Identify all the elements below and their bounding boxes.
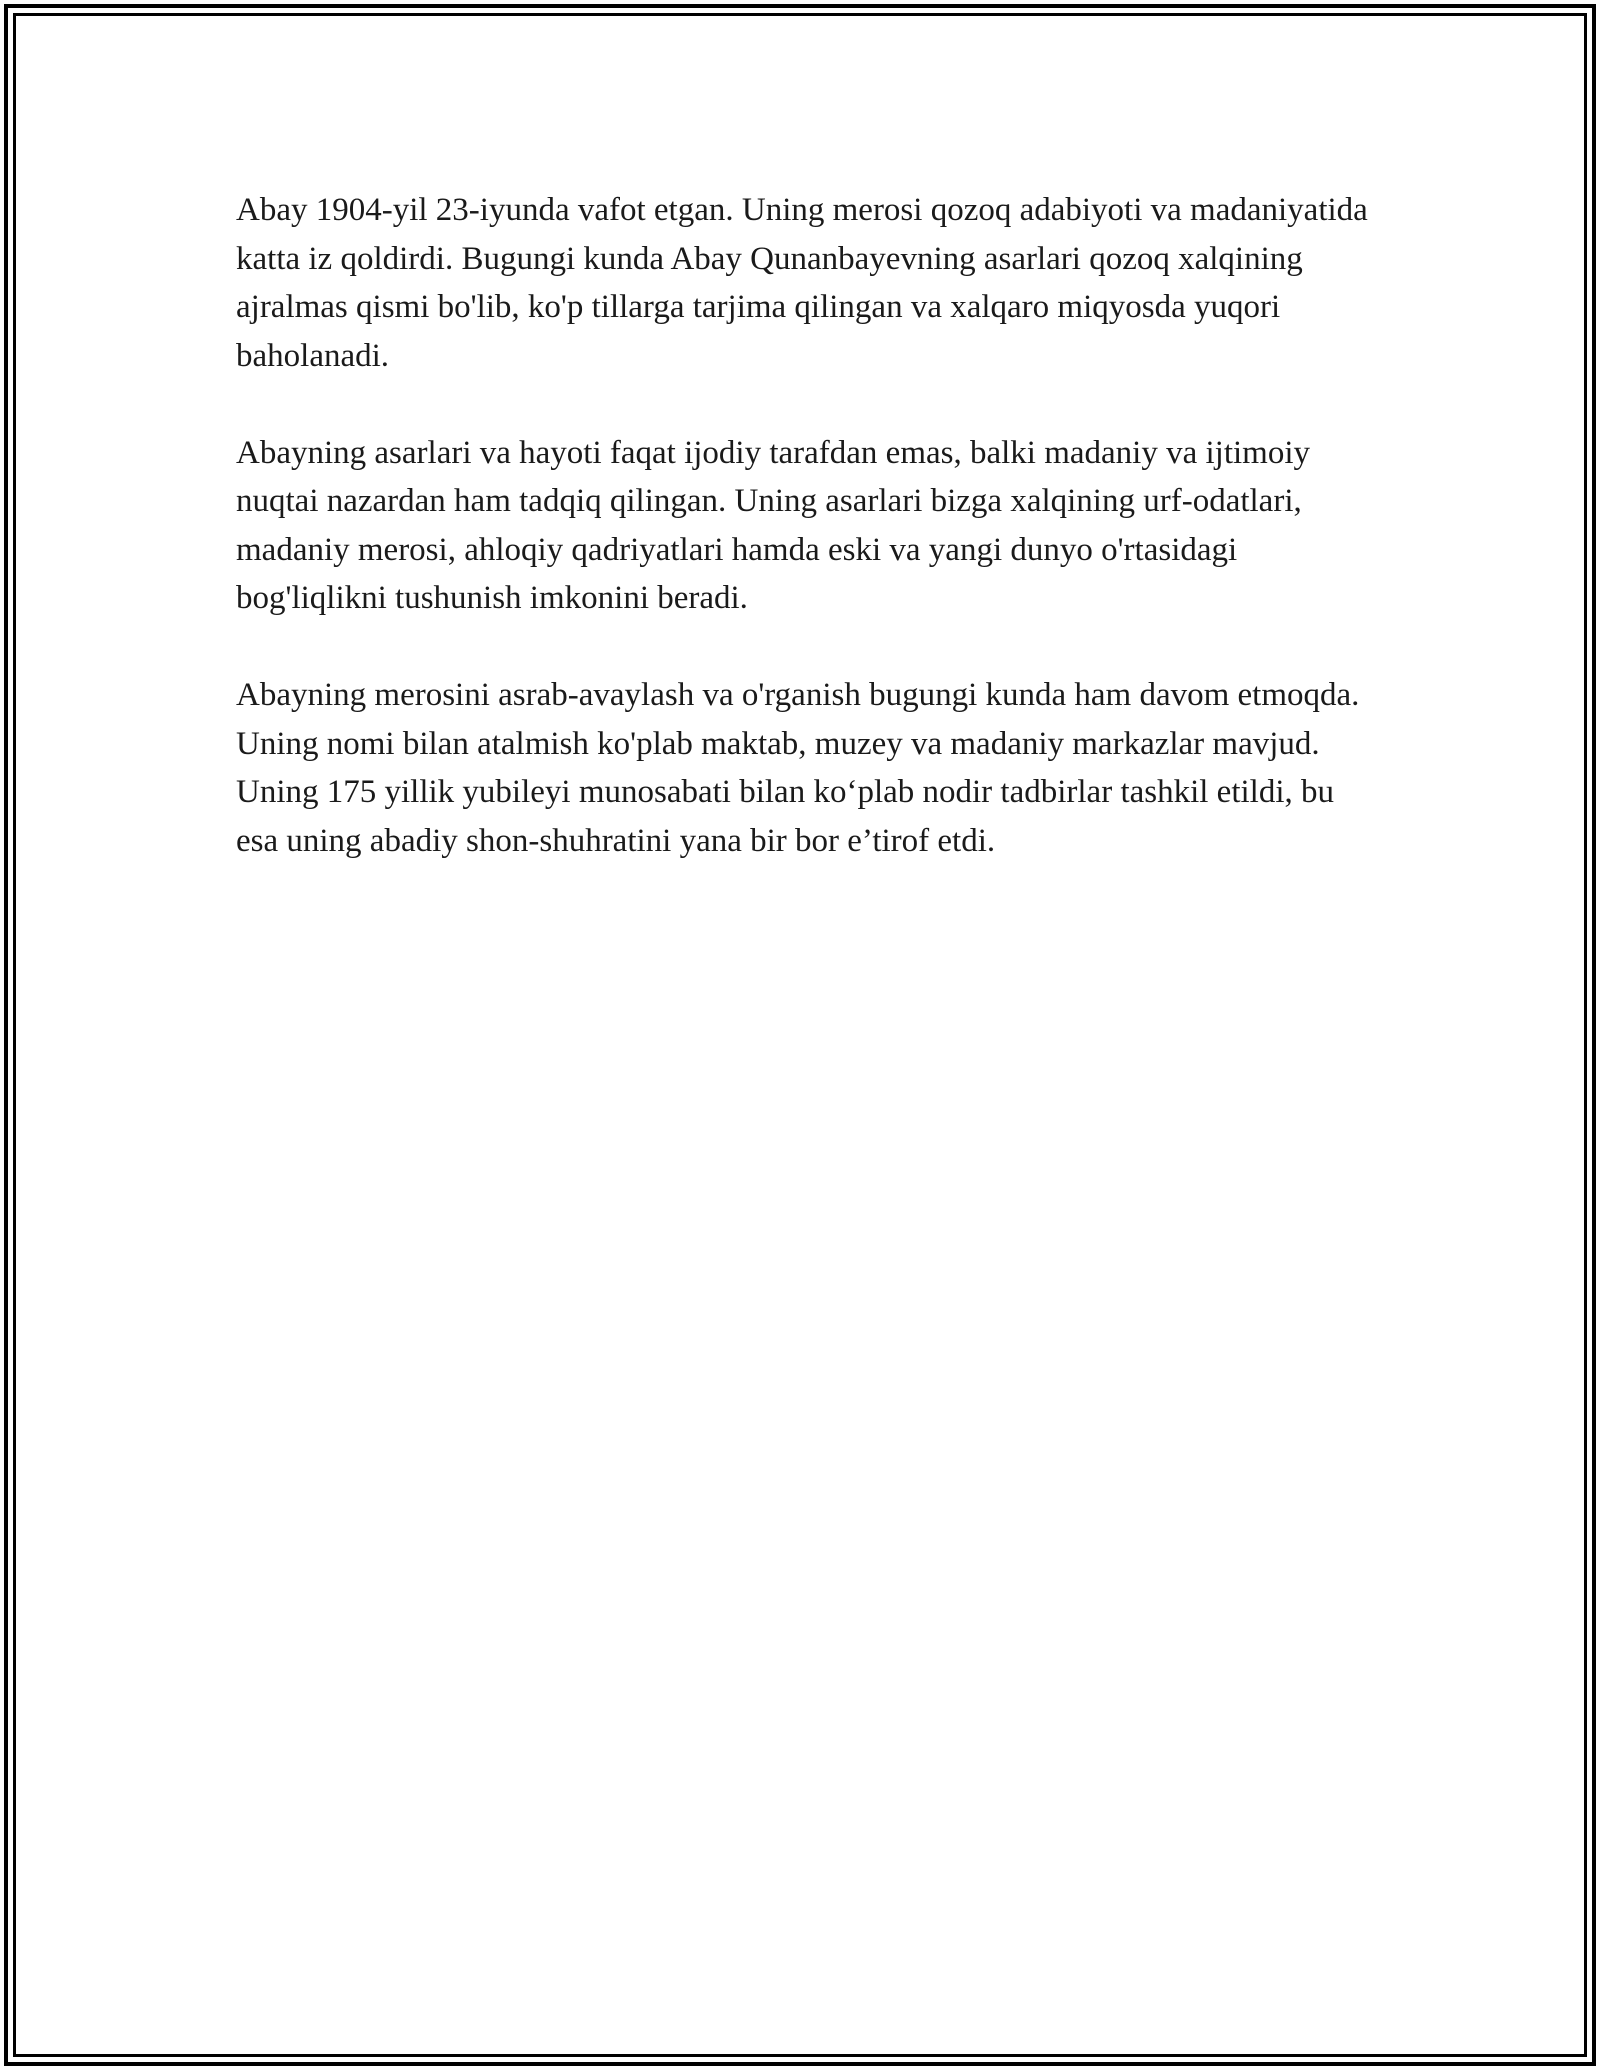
document-body bbox=[236, 186, 1376, 865]
paragraph-3: Abayning merosini asrab-avaylash va o'rganish bugungi kunda ham davom etmoqda. Uning nomi bilan atalmish ko'plab maktab, muzey va madaniy markazlar mavjud. Uning 175 yillik yubileyi munosabati bilan ko‘plab nodir tadbirlar tashkil etildi, bu esa uning abadiy shon-shuhratini yana bir bor e’tirof etdi. bbox=[236, 677, 1360, 859]
paragraph-2: Abayning asarlari va hayoti faqat ijodiy tarafdan emas, balki madaniy va ijtimoiy nuqtai nazardan ham tadqiq qilingan. Uning asarlari bizga xalqining urf-odatlari, madaniy merosi, ahloqiy qadriyatlari hamda eski va yangi dunyo o'rtasidagi bog'liqlikni tushunish imkonini beradi. bbox=[236, 434, 1310, 616]
paragraph-1: Abay 1904-yil 23-iyunda vafot etgan. Uning merosi qozoq adabiyoti va madaniyatida katta iz qoldirdi. Bugungi kunda Abay Qunanbayevning asarlari qozoq xalqining ajralmas qismi bo'lib, ko'p tillarga tarjima qilingan va xalqaro miqyosda yuqori baholanadi. bbox=[236, 192, 1368, 374]
